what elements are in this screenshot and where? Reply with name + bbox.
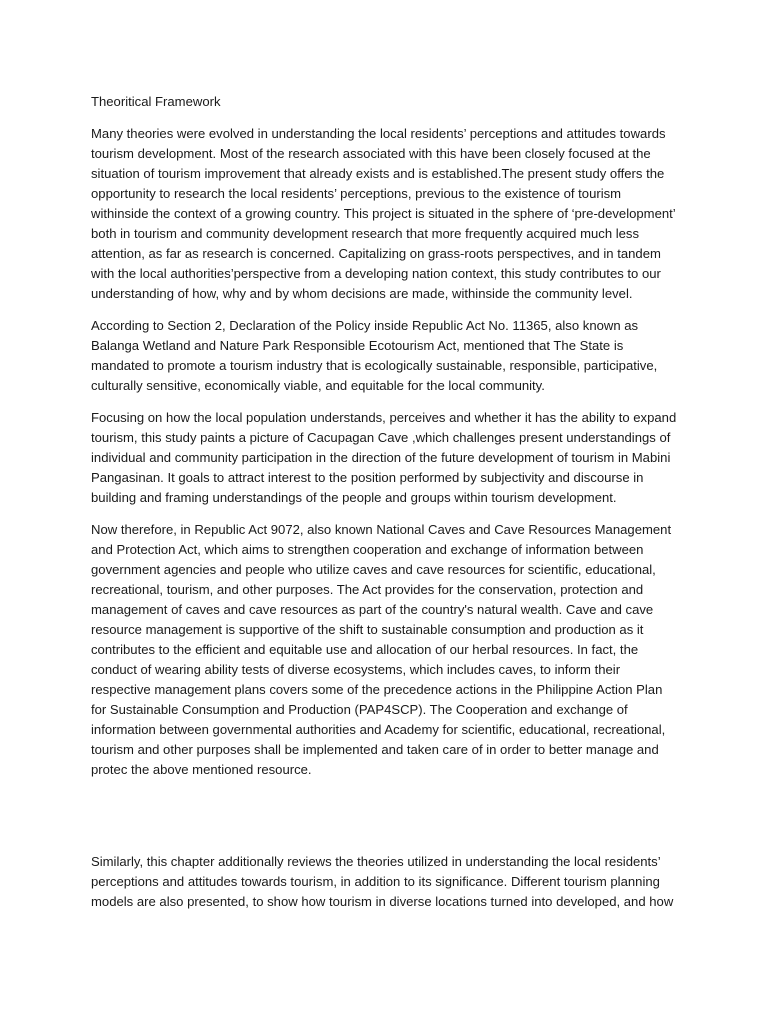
blank-space (91, 792, 679, 852)
paragraph-cacupagan-cave: Focusing on how the local population understands, perceives and whether it has the ability to expand tourism, this study paints a picture of Cacupagan Cave ,which challenges present understandings of individual and community participation in the direction of the future development of tourism in Mabini Pangasinan. It goals to attract interest to the position performed by subjectivity and discourse in building and framing understandings of the people and groups within tourism development. (91, 410, 677, 505)
paragraph-ra-9072: Now therefore, in Republic Act 9072, also known National Caves and Cave Resources Management and Protection Act, which aims to strengthen cooperation and exchange of information between government agencies and people who utilize caves and cave resources for scientific, educational, recreational, tourism, and other purposes. The Act provides for the conservation, protection and management of caves and cave resources as part of the country's natural wealth. Cave and cave resource management is supportive of the shift to sustainable consumption and production as it contributes to the efficient and equitable use and allocation of our herbal resources. In fact, the conduct of wearing ability tests of diverse ecosystems, which includes caves, to inform their respective management plans covers some of the precedence actions in the Philippine Action Plan for Sustainable Consumption and Production (PAP4SCP). The Cooperation and exchange of information between governmental authorities and Academy for scientific, educational, recreational, tourism and other purposes shall be implemented and taken care of in order to better manage and protec the above mentioned resource. (91, 522, 672, 777)
section-heading: Theoritical Framework (91, 94, 221, 109)
paragraph-ra-11365: According to Section 2, Declaration of the Policy inside Republic Act No. 11365, also known as Balanga Wetland and Nature Park Responsible Ecotourism Act, mentioned that The State is mandated to promote a tourism industry that is ecologically sustainable, responsible, participative, culturally sensitive, economically viable, and equitable for the local community. (91, 318, 658, 393)
document-body (91, 92, 679, 924)
paragraph-chapter-review: Similarly, this chapter additionally reviews the theories utilized in understanding the local residents’ perceptions and attitudes towards tourism, in addition to its significance. Different tourism planning models are also presented, to show how tourism in diverse locations turned into developed, and how (91, 854, 674, 909)
paragraph-intro: Many theories were evolved in understanding the local residents’ perceptions and attitudes towards tourism development. Most of the research associated with this have been closely focused at the situation of tourism improvement that already exists and is established.The present study offers the opportunity to research the local residents’ perceptions, previous to the existence of tourism withinside the context of a growing country. This project is situated in the sphere of ‘pre-development’ both in tourism and community development research that more frequently acquired much less attention, as far as research is concerned. Capitalizing on grass-roots perspectives, and in tandem with the local authorities’perspective from a developing nation context, this study contributes to our understanding of how, why and by whom decisions are made, withinside the community level. (91, 126, 676, 301)
